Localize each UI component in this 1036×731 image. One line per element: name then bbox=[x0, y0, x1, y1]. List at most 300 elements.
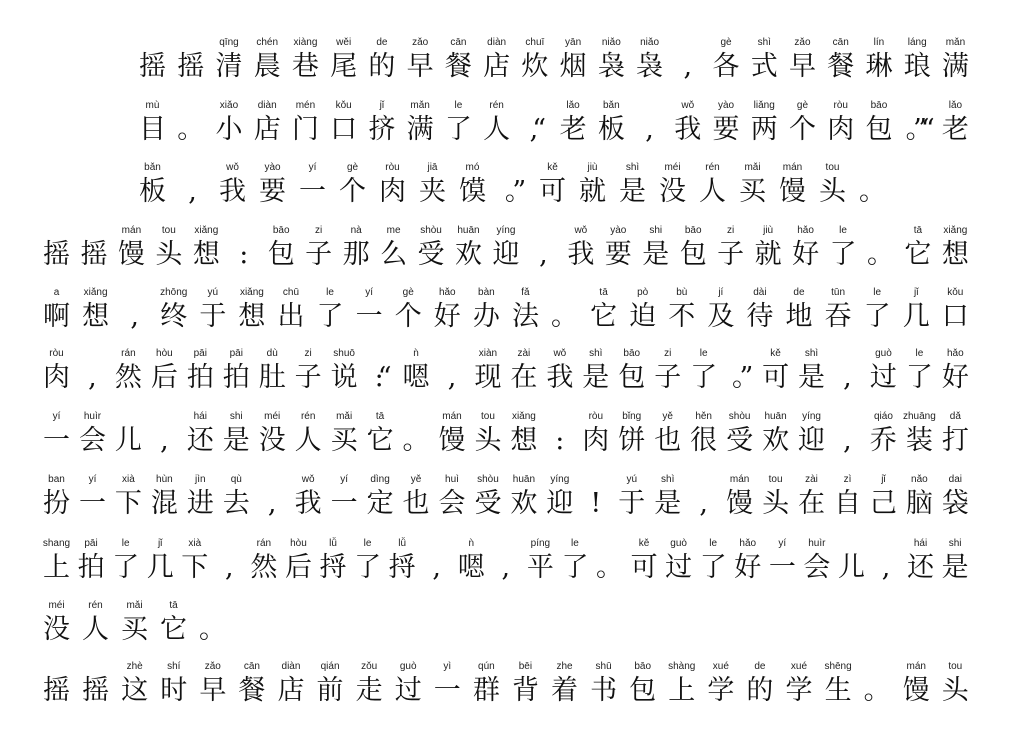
hanzi: 及 bbox=[707, 301, 735, 332]
hanzi: 可 bbox=[762, 362, 790, 393]
hanzi: :“ bbox=[374, 362, 386, 393]
char-unit bbox=[40, 660, 73, 708]
hanzi: 要 bbox=[712, 114, 740, 145]
pinyin: tā bbox=[375, 411, 385, 422]
pinyin: cān bbox=[832, 37, 849, 48]
char-unit bbox=[265, 224, 298, 272]
hanzi: 我 bbox=[567, 239, 595, 270]
text-line bbox=[40, 537, 972, 585]
hanzi: 啊 bbox=[43, 301, 70, 332]
hanzi: , bbox=[88, 362, 97, 393]
char-unit bbox=[220, 410, 253, 458]
pinyin: xià bbox=[122, 474, 135, 485]
hanzi: 好 bbox=[941, 362, 969, 393]
hanzi: 各 bbox=[712, 51, 740, 82]
hanzi: 受 bbox=[474, 488, 502, 519]
char-unit bbox=[795, 410, 828, 458]
pinyin: xiǎo bbox=[219, 100, 239, 111]
hanzi: 。 bbox=[177, 114, 205, 145]
hanzi: 了 bbox=[112, 552, 140, 583]
hanzi: 子 bbox=[654, 362, 682, 393]
char-unit bbox=[416, 161, 449, 209]
pinyin: jiā bbox=[427, 162, 438, 173]
pinyin: mán bbox=[442, 411, 462, 422]
pinyin: cān bbox=[243, 661, 260, 672]
hanzi: 平 bbox=[526, 552, 554, 583]
hanzi: 是 bbox=[582, 362, 610, 393]
char-unit bbox=[435, 473, 468, 521]
hanzi: 没 bbox=[659, 176, 686, 207]
char-unit bbox=[558, 537, 591, 585]
char-unit bbox=[543, 473, 576, 521]
pinyin: wǒ bbox=[301, 474, 315, 485]
pinyin: niǎo bbox=[601, 37, 621, 48]
char-unit bbox=[543, 347, 576, 395]
hanzi: 店 bbox=[277, 675, 305, 706]
pinyin: shì bbox=[757, 37, 771, 48]
char-unit bbox=[377, 224, 410, 272]
pinyin: dìng bbox=[370, 474, 390, 485]
char-unit bbox=[251, 99, 284, 147]
hanzi: 买 bbox=[121, 614, 148, 645]
hanzi: 也 bbox=[402, 488, 430, 519]
hanzi: 我 bbox=[674, 114, 702, 145]
hanzi: 于 bbox=[618, 488, 646, 519]
pinyin: gè bbox=[402, 287, 414, 298]
char-unit bbox=[782, 660, 815, 708]
pinyin: hòu bbox=[290, 538, 307, 549]
hanzi: 店 bbox=[483, 51, 511, 82]
char-unit bbox=[470, 660, 503, 708]
hanzi: 袅 bbox=[597, 51, 625, 82]
pinyin: tou bbox=[480, 411, 495, 422]
hanzi: 过 bbox=[394, 675, 422, 706]
hanzi: 那 bbox=[342, 239, 370, 270]
pinyin: rán bbox=[121, 348, 136, 359]
pinyin: tā bbox=[913, 225, 923, 236]
pinyin: hái bbox=[913, 538, 928, 549]
char-unit bbox=[148, 473, 181, 521]
pinyin: bāo bbox=[272, 225, 290, 236]
pinyin: tou bbox=[161, 225, 176, 236]
char-unit bbox=[190, 224, 223, 272]
hanzi: 。 bbox=[199, 614, 226, 645]
text-line bbox=[40, 286, 972, 334]
hanzi: 进 bbox=[186, 488, 214, 519]
pinyin: hǎo bbox=[797, 225, 814, 236]
pinyin: zi bbox=[664, 348, 672, 359]
char-unit bbox=[939, 286, 972, 334]
hanzi: 了 bbox=[905, 362, 933, 393]
pinyin: wěi bbox=[336, 37, 352, 48]
pinyin: dài bbox=[753, 287, 767, 298]
hanzi: ,“ bbox=[529, 114, 541, 145]
char-unit bbox=[939, 473, 972, 521]
pinyin: yú bbox=[626, 474, 638, 485]
hanzi: 肉 bbox=[827, 114, 855, 145]
pinyin: xiǎng bbox=[943, 225, 968, 236]
char-unit bbox=[557, 36, 590, 84]
char-unit bbox=[939, 410, 972, 458]
hanzi: , bbox=[160, 425, 169, 456]
char-unit bbox=[752, 224, 785, 272]
pinyin: tā bbox=[599, 287, 608, 298]
pinyin: le bbox=[915, 348, 924, 359]
pinyin: xué bbox=[712, 661, 729, 672]
char-unit bbox=[144, 537, 177, 585]
char-unit bbox=[404, 36, 437, 84]
pinyin: shang bbox=[42, 538, 71, 549]
pinyin: fǎ bbox=[521, 287, 530, 298]
hanzi: 定 bbox=[366, 488, 394, 519]
hanzi: 嗯 bbox=[457, 552, 485, 583]
hanzi: 想 bbox=[941, 239, 969, 270]
char-unit bbox=[723, 473, 756, 521]
hanzi: 吞 bbox=[824, 301, 852, 332]
hanzi: 馒 bbox=[438, 425, 466, 456]
hanzi: 我 bbox=[546, 362, 574, 393]
pinyin: diàn bbox=[257, 100, 277, 111]
pinyin: tā bbox=[169, 600, 178, 611]
char-unit bbox=[651, 347, 684, 395]
hanzi: 头 bbox=[819, 176, 846, 207]
hanzi: 了 bbox=[699, 552, 727, 583]
char-unit bbox=[112, 347, 145, 395]
pinyin: yì bbox=[443, 661, 452, 672]
hanzi: 餐 bbox=[827, 51, 855, 82]
char-unit bbox=[435, 410, 468, 458]
pinyin: yí bbox=[88, 474, 97, 485]
hanzi: 然 bbox=[250, 552, 278, 583]
hanzi: 人 bbox=[483, 114, 511, 145]
pinyin: mán bbox=[121, 225, 142, 236]
hanzi: , bbox=[447, 362, 457, 393]
hanzi: 包 bbox=[267, 239, 295, 270]
hanzi: 终 bbox=[160, 301, 188, 332]
char-unit bbox=[364, 347, 397, 395]
char-unit bbox=[79, 599, 112, 647]
char-unit bbox=[687, 473, 720, 521]
char-unit bbox=[595, 36, 628, 84]
pinyin: zi bbox=[727, 225, 735, 236]
hanzi: 混 bbox=[150, 488, 178, 519]
text-line bbox=[40, 224, 972, 272]
hanzi: 摇 bbox=[82, 675, 110, 706]
text-line bbox=[136, 99, 972, 147]
char-unit bbox=[328, 410, 361, 458]
hanzi: 它 bbox=[160, 614, 187, 645]
pinyin: guò bbox=[399, 661, 417, 672]
pinyin: zài bbox=[517, 348, 531, 359]
hanzi: 生 bbox=[824, 675, 852, 706]
pinyin: le bbox=[709, 538, 718, 549]
pinyin: shi bbox=[948, 538, 962, 549]
pinyin: bēi bbox=[518, 661, 533, 672]
pinyin: wǒ bbox=[574, 225, 588, 236]
char-unit bbox=[184, 347, 217, 395]
char-unit bbox=[870, 537, 903, 585]
hanzi: 好 bbox=[433, 301, 461, 332]
char-unit bbox=[112, 473, 145, 521]
hanzi: 就 bbox=[754, 239, 782, 270]
hanzi: 想 bbox=[510, 425, 538, 456]
pinyin: pò bbox=[637, 287, 649, 298]
hanzi: 是 bbox=[619, 176, 646, 207]
hanzi: 己 bbox=[869, 488, 897, 519]
pinyin: bàn bbox=[478, 287, 495, 298]
pinyin: tou bbox=[948, 661, 963, 672]
char-unit bbox=[157, 660, 190, 708]
pinyin: mù bbox=[145, 100, 160, 111]
hanzi: 不 bbox=[668, 301, 696, 332]
hanzi: 下 bbox=[114, 488, 142, 519]
hanzi: 学 bbox=[785, 675, 813, 706]
pinyin: yān bbox=[565, 37, 582, 48]
char-unit bbox=[576, 161, 609, 209]
hanzi: 。 bbox=[859, 176, 886, 207]
hanzi: 板 bbox=[139, 176, 166, 207]
hanzi: 满 bbox=[941, 51, 969, 82]
pinyin: yí bbox=[52, 411, 61, 422]
char-unit bbox=[862, 36, 895, 84]
hanzi: 受 bbox=[726, 425, 754, 456]
pinyin: chuī bbox=[525, 37, 545, 48]
hanzi: 一 bbox=[433, 675, 461, 706]
pinyin: hǎo bbox=[438, 287, 456, 298]
char-unit bbox=[136, 36, 169, 84]
char-unit bbox=[340, 224, 373, 272]
hanzi: 老 bbox=[559, 114, 587, 145]
char-unit bbox=[336, 161, 369, 209]
hanzi: 。” bbox=[504, 176, 521, 207]
char-unit bbox=[220, 347, 253, 395]
pinyin: dai bbox=[948, 474, 962, 485]
hanzi: 想 bbox=[238, 301, 266, 332]
hanzi: , bbox=[432, 552, 441, 583]
char-unit bbox=[289, 36, 322, 84]
char-unit bbox=[292, 347, 325, 395]
char-unit bbox=[786, 99, 819, 147]
char-unit bbox=[776, 161, 809, 209]
pinyin: lǚ bbox=[329, 538, 337, 549]
pinyin: jǐ bbox=[379, 100, 385, 111]
char-unit bbox=[196, 660, 229, 708]
char-unit bbox=[822, 660, 855, 708]
char-unit bbox=[786, 36, 819, 84]
hanzi: 没 bbox=[258, 425, 286, 456]
hanzi: 。”“ bbox=[905, 114, 929, 145]
char-unit bbox=[696, 161, 729, 209]
hanzi: , bbox=[683, 51, 693, 82]
pinyin: méi bbox=[264, 411, 281, 422]
char-unit bbox=[900, 286, 933, 334]
char-unit bbox=[824, 99, 857, 147]
char-unit bbox=[184, 473, 217, 521]
pinyin: kě bbox=[638, 538, 650, 549]
char-unit bbox=[392, 660, 425, 708]
text-line bbox=[40, 347, 972, 395]
char-unit bbox=[256, 347, 289, 395]
hanzi: 一 bbox=[330, 488, 358, 519]
hanzi: 背 bbox=[511, 675, 539, 706]
char-unit bbox=[835, 537, 868, 585]
pinyin: qù bbox=[230, 474, 242, 485]
pinyin: zǎo bbox=[794, 37, 811, 48]
hanzi: , bbox=[843, 362, 852, 393]
char-unit bbox=[328, 473, 361, 521]
char-unit bbox=[415, 224, 448, 272]
char-unit bbox=[40, 599, 73, 647]
pinyin: yě bbox=[410, 474, 422, 485]
hanzi: 在 bbox=[510, 362, 538, 393]
char-unit bbox=[615, 473, 648, 521]
char-unit bbox=[593, 537, 626, 585]
hanzi: 早 bbox=[788, 51, 816, 82]
pinyin: yíng bbox=[802, 411, 821, 422]
char-unit bbox=[196, 286, 229, 334]
char-unit bbox=[901, 99, 934, 147]
hanzi: 了 bbox=[690, 362, 718, 393]
char-unit bbox=[392, 286, 425, 334]
char-unit bbox=[867, 473, 900, 521]
hanzi: 是 bbox=[642, 239, 670, 270]
hanzi: 馒 bbox=[117, 239, 145, 270]
char-unit bbox=[274, 286, 307, 334]
hanzi: 清 bbox=[215, 51, 243, 82]
char-unit bbox=[864, 224, 897, 272]
hanzi: , bbox=[267, 488, 277, 519]
hanzi: 没 bbox=[43, 614, 70, 645]
char-unit bbox=[900, 660, 933, 708]
hanzi: 几 bbox=[146, 552, 174, 583]
hanzi: 了 bbox=[354, 552, 382, 583]
hanzi: 几 bbox=[902, 301, 930, 332]
char-unit bbox=[704, 286, 737, 334]
pinyin: guò bbox=[670, 538, 687, 549]
char-unit bbox=[633, 36, 666, 84]
pinyin: bù bbox=[676, 287, 688, 298]
pinyin: bāo bbox=[634, 661, 652, 672]
hanzi: 后 bbox=[150, 362, 178, 393]
pinyin: bāo bbox=[684, 225, 702, 236]
char-unit bbox=[518, 36, 551, 84]
hanzi: 出 bbox=[277, 301, 305, 332]
pinyin: de bbox=[754, 661, 766, 672]
char-unit bbox=[626, 660, 659, 708]
pinyin: shàng bbox=[668, 661, 696, 672]
char-unit bbox=[76, 410, 109, 458]
hanzi: 摇 bbox=[43, 675, 70, 706]
char-unit bbox=[704, 660, 737, 708]
char-unit bbox=[115, 224, 148, 272]
char-unit bbox=[212, 36, 245, 84]
char-unit bbox=[548, 660, 581, 708]
pinyin: zǎo bbox=[412, 37, 429, 48]
pinyin: shí bbox=[167, 661, 181, 672]
char-unit bbox=[40, 537, 73, 585]
hanzi: 头 bbox=[762, 488, 790, 519]
pinyin: le bbox=[326, 287, 334, 298]
pinyin: ròu bbox=[588, 411, 604, 422]
pinyin: shòu bbox=[728, 411, 751, 422]
char-unit bbox=[579, 473, 612, 521]
hanzi: 后 bbox=[284, 552, 312, 583]
char-unit bbox=[40, 410, 73, 458]
pinyin: guò bbox=[875, 348, 892, 359]
hanzi: 馒 bbox=[779, 176, 806, 207]
char-unit bbox=[289, 99, 322, 147]
char-unit bbox=[831, 347, 864, 395]
hanzi: 琳 bbox=[865, 51, 893, 82]
hanzi: 它 bbox=[366, 425, 394, 456]
pinyin: chén bbox=[256, 37, 279, 48]
hanzi: 现 bbox=[474, 362, 502, 393]
hanzi: 一 bbox=[299, 176, 326, 207]
pinyin: ǹ bbox=[413, 348, 419, 359]
pinyin: yú bbox=[207, 287, 219, 298]
pinyin: zì bbox=[843, 474, 852, 485]
char-unit bbox=[79, 660, 112, 708]
pinyin: xiǎng bbox=[83, 287, 108, 298]
pinyin: kě bbox=[770, 348, 781, 359]
hanzi: 头 bbox=[155, 239, 183, 270]
char-unit bbox=[564, 224, 597, 272]
pinyin: zi bbox=[315, 225, 323, 236]
hanzi: 捋 bbox=[319, 552, 347, 583]
pinyin: jìn bbox=[195, 474, 206, 485]
hanzi: 子 bbox=[294, 362, 322, 393]
pinyin: mǎi bbox=[744, 162, 761, 173]
pinyin: yíng bbox=[550, 474, 570, 485]
pinyin: shòu bbox=[477, 474, 499, 485]
char-unit bbox=[509, 660, 542, 708]
char-unit bbox=[420, 537, 453, 585]
hanzi: , bbox=[501, 552, 511, 583]
char-unit bbox=[471, 473, 504, 521]
pinyin: rén bbox=[705, 162, 720, 173]
char-unit bbox=[184, 410, 217, 458]
pinyin: hòu bbox=[156, 348, 173, 359]
hanzi: 了 bbox=[444, 114, 472, 145]
hanzi: 餐 bbox=[238, 675, 266, 706]
char-unit bbox=[759, 473, 792, 521]
pinyin: huìr bbox=[83, 411, 102, 422]
hanzi: 说 bbox=[330, 362, 358, 393]
char-unit bbox=[400, 473, 433, 521]
pinyin: jǐ bbox=[881, 474, 886, 485]
char-unit bbox=[112, 410, 145, 458]
char-unit bbox=[748, 99, 781, 147]
char-unit bbox=[76, 473, 109, 521]
hanzi: 要 bbox=[604, 239, 632, 270]
hanzi: 一 bbox=[78, 488, 106, 519]
hanzi: 过 bbox=[665, 552, 693, 583]
char-unit bbox=[671, 36, 704, 84]
hanzi: 想 bbox=[82, 301, 110, 332]
char-unit bbox=[216, 161, 249, 209]
char-unit bbox=[616, 161, 649, 209]
hanzi: 儿 bbox=[837, 552, 865, 583]
char-unit bbox=[723, 410, 756, 458]
char-unit bbox=[152, 224, 185, 272]
char-unit bbox=[400, 410, 433, 458]
pinyin: lǚ bbox=[398, 538, 407, 549]
char-unit bbox=[548, 286, 581, 334]
pinyin: lǎo bbox=[948, 100, 963, 111]
pinyin: shì bbox=[661, 474, 675, 485]
char-unit bbox=[867, 347, 900, 395]
char-unit bbox=[317, 537, 350, 585]
